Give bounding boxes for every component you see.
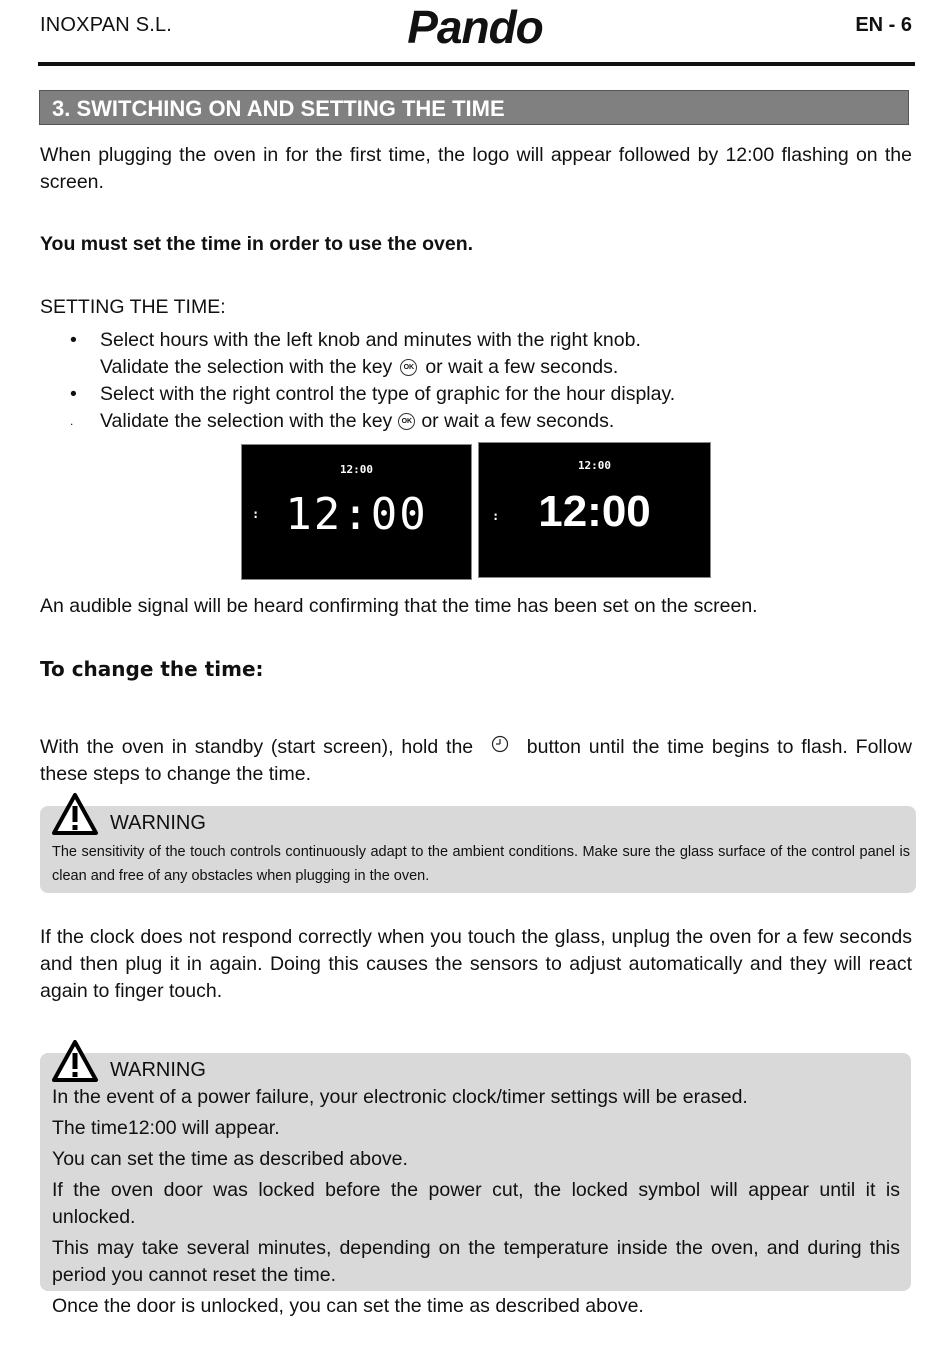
- header-divider: [38, 62, 915, 66]
- standby-paragraph: [40, 734, 912, 788]
- step-text: or wait a few seconds.: [421, 410, 615, 432]
- step-text: Validate the selection with the key: [100, 410, 393, 432]
- list-item: The time12:00 will appear.: [52, 1117, 280, 1139]
- ok-key-icon: OK: [398, 413, 415, 430]
- clock-button-icon: [491, 734, 509, 761]
- warning-title: WARNING: [110, 1059, 206, 1081]
- brand-logo: Pando: [407, 1, 543, 53]
- company-name: INOXPAN S.L.: [40, 14, 173, 36]
- side-indicator-icon: :: [252, 507, 260, 521]
- setting-heading: SETTING THE TIME:: [40, 296, 226, 318]
- audible-paragraph: An audible signal will be heard confirming that the time has been set on the screen.: [40, 595, 758, 617]
- intro-paragraph: When plugging the oven in for the first time, the logo will appear followed by 12:00 flashing on the screen.: [40, 144, 912, 193]
- warning-icon: [51, 1039, 99, 1088]
- list-item: [40, 408, 912, 435]
- clock-display-regular: [478, 442, 711, 578]
- list-item: In the event of a power failure, your electronic clock/timer settings will be erased.: [52, 1086, 748, 1108]
- list-item: You can set the time as described above.: [52, 1148, 408, 1170]
- clock-display-segment: [241, 444, 472, 580]
- bullet-marker: .: [70, 414, 74, 428]
- warning-text: The sensitivity of the touch controls continuously adapt to the ambient conditions. Make sure the glass surface of the control panel is clean and free of any obstacles when plugging in the oven.: [52, 844, 910, 884]
- list-item: If the oven door was locked before the power cut, the locked symbol will appear until it is unlocked.: [52, 1179, 900, 1228]
- change-time-heading: To change the time:: [40, 657, 264, 681]
- steps-list: [40, 327, 912, 435]
- bullet-marker: •: [70, 383, 77, 405]
- step-text: Select hours with the left knob and minutes with the right knob.: [100, 329, 641, 351]
- standby-text: With the oven in standby (start screen), hold the: [40, 736, 474, 758]
- standby-text: button until the time begins to flash. Follow these steps to change the time.: [40, 736, 913, 786]
- bullet-marker: •: [70, 329, 77, 351]
- must-set-note: You must set the time in order to use the oven.: [40, 233, 474, 255]
- step-text: or wait a few seconds.: [425, 356, 619, 378]
- page-number: EN - 6: [855, 14, 912, 36]
- warning-icon: [51, 792, 99, 841]
- step-text: Validate the selection with the key: [100, 356, 393, 378]
- list-item: Once the door is unlocked, you can set the time as described above.: [52, 1295, 644, 1317]
- section-title: 3. SWITCHING ON AND SETTING THE TIME: [39, 90, 909, 125]
- clock-big-readout: 12:00: [285, 489, 428, 540]
- clock-big-readout: 12:00: [538, 487, 651, 536]
- list-item: [40, 381, 912, 408]
- clock-paragraph: If the clock does not respond correctly when you touch the glass, unplug the oven for a few seconds and then plug it in again. Doing this causes the sensors to adjust automatically and they will react again to finger touch.: [40, 926, 912, 1002]
- clock-small-readout: 12:00: [577, 459, 612, 472]
- clock-small-readout: 12:00: [339, 463, 374, 476]
- list-item: This may take several minutes, depending on the temperature inside the oven, and during this period you cannot reset the time.: [52, 1237, 900, 1286]
- warning-box-power: [40, 1053, 911, 1317]
- ok-key-icon: OK: [400, 359, 417, 376]
- warning-title: WARNING: [110, 812, 206, 834]
- step-text: Select with the right control the type of graphic for the hour display.: [100, 383, 676, 405]
- list-item: [40, 327, 912, 381]
- warning-list: [52, 1084, 900, 1324]
- side-indicator-icon: :: [492, 509, 500, 523]
